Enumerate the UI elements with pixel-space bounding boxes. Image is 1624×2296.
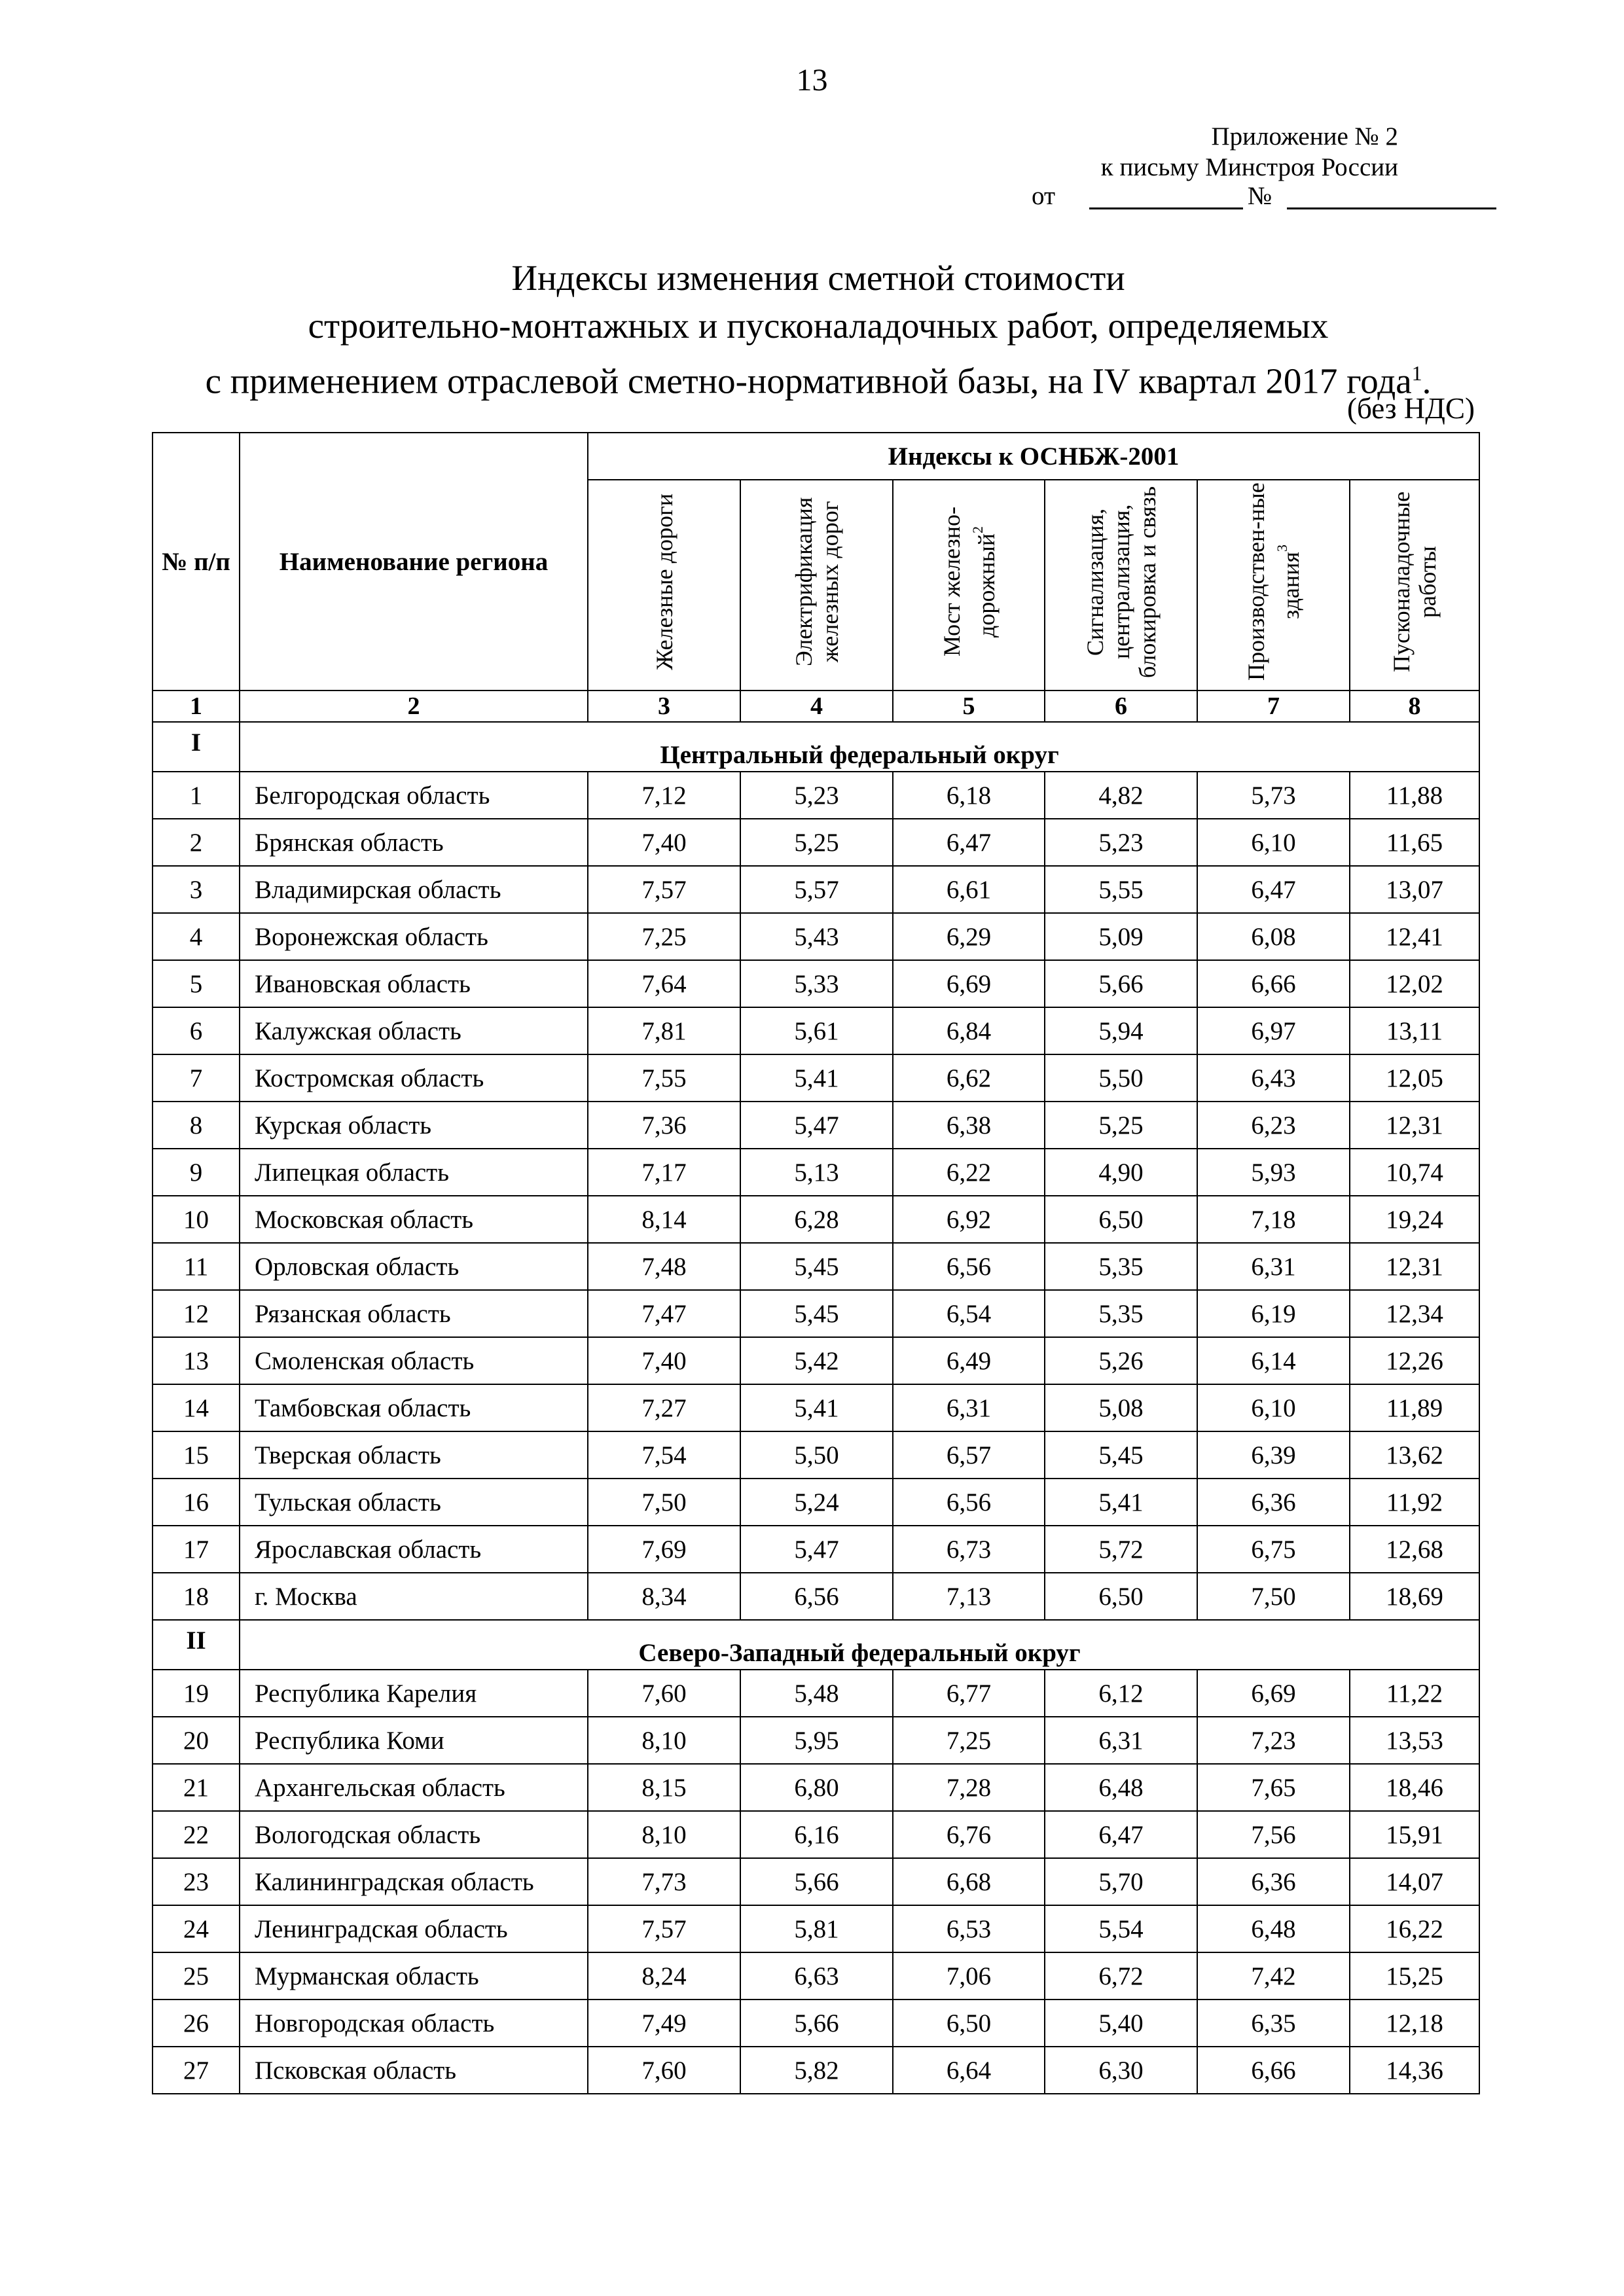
index-value-col-6: 5,08 (1045, 1384, 1197, 1431)
index-value-col-5: 6,56 (893, 1479, 1045, 1526)
table-row (153, 1905, 1479, 1952)
row-number: 15 (153, 1431, 240, 1479)
index-value-col-7: 6,10 (1197, 1384, 1350, 1431)
index-value-col-4: 5,33 (740, 960, 893, 1007)
index-value-col-7: 6,47 (1197, 866, 1350, 913)
title-line-3-text: с применением отраслевой сметно-нормативной базы, на IV квартал 2017 года (205, 361, 1412, 401)
region-name: Тамбовская область (240, 1384, 588, 1431)
row-number: 8 (153, 1102, 240, 1149)
region-name: г. Москва (240, 1573, 588, 1620)
index-value-col-8: 19,24 (1350, 1196, 1479, 1243)
index-value-col-3: 7,12 (588, 772, 740, 819)
index-value-col-5: 6,92 (893, 1196, 1045, 1243)
header-col-label (791, 480, 843, 683)
appendix-note (940, 121, 1398, 183)
region-name: Калининградская область (240, 1858, 588, 1905)
district-number: I (153, 722, 240, 772)
index-value-col-3: 7,27 (588, 1384, 740, 1431)
table-row (153, 1764, 1479, 1811)
footnote-mark: 1 (1411, 361, 1422, 385)
index-value-col-5: 6,57 (893, 1431, 1045, 1479)
index-value-col-8: 16,22 (1350, 1905, 1479, 1952)
index-value-col-3: 7,57 (588, 866, 740, 913)
index-value-col-3: 8,24 (588, 1952, 740, 2000)
index-value-col-3: 7,48 (588, 1243, 740, 1290)
index-value-col-7: 6,35 (1197, 2000, 1350, 2047)
index-value-col-6: 5,94 (1045, 1007, 1197, 1054)
index-value-col-8: 18,46 (1350, 1764, 1479, 1811)
header-col-text: Сигнализация, централизация, блокировка и связь (1081, 486, 1161, 678)
index-value-col-3: 7,55 (588, 1054, 740, 1102)
index-value-col-6: 5,41 (1045, 1479, 1197, 1526)
index-value-col-5: 6,31 (893, 1384, 1045, 1431)
region-name: Липецкая область (240, 1149, 588, 1196)
header-col-3 (588, 480, 740, 691)
index-value-col-6: 6,31 (1045, 1717, 1197, 1764)
index-value-col-6: 5,54 (1045, 1905, 1197, 1952)
region-name: Новгородская область (240, 2000, 588, 2047)
row-number: 14 (153, 1384, 240, 1431)
table-row (153, 866, 1479, 913)
index-value-col-8: 13,53 (1350, 1717, 1479, 1764)
region-name: Архангельская область (240, 1764, 588, 1811)
index-value-col-8: 10,74 (1350, 1149, 1479, 1196)
appendix-letter-ref: к письму Минстроя России (1100, 153, 1398, 181)
header-col-7 (1197, 480, 1350, 691)
table-row (153, 819, 1479, 866)
column-number: 1 (153, 691, 240, 722)
index-value-col-7: 6,48 (1197, 1905, 1350, 1952)
index-value-col-7: 6,66 (1197, 960, 1350, 1007)
index-value-col-6: 5,50 (1045, 1054, 1197, 1102)
header-col-text: Производствен-ные здания (1243, 482, 1304, 681)
index-value-col-4: 5,24 (740, 1479, 893, 1526)
index-value-col-5: 6,22 (893, 1149, 1045, 1196)
index-value-col-5: 6,62 (893, 1054, 1045, 1102)
row-number: 7 (153, 1054, 240, 1102)
district-number: II (153, 1620, 240, 1670)
table-row (153, 1573, 1479, 1620)
index-value-col-4: 5,41 (740, 1054, 893, 1102)
index-value-col-4: 6,56 (740, 1573, 893, 1620)
index-value-col-4: 5,45 (740, 1243, 893, 1290)
district-name: Центральный федеральный округ (240, 722, 1479, 772)
region-name: Смоленская область (240, 1337, 588, 1384)
index-value-col-4: 5,81 (740, 1905, 893, 1952)
index-value-col-5: 6,54 (893, 1290, 1045, 1337)
index-value-col-4: 5,43 (740, 913, 893, 960)
appendix-number-label: № (1248, 182, 1272, 210)
index-value-col-7: 7,50 (1197, 1573, 1350, 1620)
index-value-col-5: 6,56 (893, 1243, 1045, 1290)
index-value-col-8: 14,07 (1350, 1858, 1479, 1905)
index-value-col-7: 7,65 (1197, 1764, 1350, 1811)
index-value-col-6: 5,66 (1045, 960, 1197, 1007)
index-value-col-8: 12,34 (1350, 1290, 1479, 1337)
index-value-col-5: 6,50 (893, 2000, 1045, 2047)
table-row (153, 1243, 1479, 1290)
region-name: Московская область (240, 1196, 588, 1243)
row-number: 18 (153, 1573, 240, 1620)
index-value-col-6: 5,70 (1045, 1858, 1197, 1905)
header-col-label (1243, 480, 1304, 683)
index-value-col-4: 5,48 (740, 1670, 893, 1717)
index-value-col-3: 7,69 (588, 1526, 740, 1573)
index-value-col-7: 6,43 (1197, 1054, 1350, 1102)
index-value-col-8: 11,89 (1350, 1384, 1479, 1431)
row-number: 25 (153, 1952, 240, 2000)
index-value-col-6: 6,48 (1045, 1764, 1197, 1811)
column-number: 3 (588, 691, 740, 722)
index-value-col-6: 4,82 (1045, 772, 1197, 819)
number-blank (1287, 207, 1496, 209)
table-row (153, 1858, 1479, 1905)
header-col-label (939, 480, 1000, 683)
header-col-8 (1350, 480, 1479, 691)
index-value-col-3: 7,25 (588, 913, 740, 960)
header-col-label (1388, 480, 1441, 683)
index-value-col-3: 7,81 (588, 1007, 740, 1054)
index-value-col-8: 12,41 (1350, 913, 1479, 960)
index-value-col-8: 14,36 (1350, 2047, 1479, 2094)
index-value-col-4: 5,25 (740, 819, 893, 866)
table-row (153, 1717, 1479, 1764)
index-value-col-8: 12,02 (1350, 960, 1479, 1007)
index-value-col-5: 6,38 (893, 1102, 1045, 1149)
date-blank (1089, 207, 1243, 209)
index-value-col-8: 11,22 (1350, 1670, 1479, 1717)
index-value-col-3: 7,40 (588, 819, 740, 866)
district-row (153, 722, 1479, 772)
header-col-text: Электрификация железных дорог (790, 497, 843, 667)
row-number: 23 (153, 1858, 240, 1905)
table-row (153, 1054, 1479, 1102)
row-number: 9 (153, 1149, 240, 1196)
appendix-title: Приложение № 2 (1211, 122, 1398, 151)
index-value-col-3: 7,60 (588, 1670, 740, 1717)
table-row (153, 960, 1479, 1007)
index-value-col-4: 5,50 (740, 1431, 893, 1479)
index-value-col-6: 6,12 (1045, 1670, 1197, 1717)
index-value-col-6: 5,23 (1045, 819, 1197, 866)
index-value-col-3: 8,10 (588, 1717, 740, 1764)
row-number: 21 (153, 1764, 240, 1811)
index-value-col-4: 5,95 (740, 1717, 893, 1764)
table-row (153, 772, 1479, 819)
district-row (153, 1620, 1479, 1670)
column-numbers-row (153, 691, 1479, 722)
index-value-col-3: 7,47 (588, 1290, 740, 1337)
footnote-mark: 3 (1274, 545, 1290, 552)
header-region: Наименование региона (240, 433, 588, 691)
index-value-col-5: 6,64 (893, 2047, 1045, 2094)
row-number: 10 (153, 1196, 240, 1243)
index-value-col-5: 6,68 (893, 1858, 1045, 1905)
table-row (153, 1811, 1479, 1858)
index-value-col-6: 5,55 (1045, 866, 1197, 913)
index-value-col-7: 7,18 (1197, 1196, 1350, 1243)
index-value-col-3: 7,60 (588, 2047, 740, 2094)
table-row (153, 1007, 1479, 1054)
row-number: 4 (153, 913, 240, 960)
index-value-col-7: 6,69 (1197, 1670, 1350, 1717)
index-table (152, 432, 1480, 2094)
index-value-col-8: 12,26 (1350, 1337, 1479, 1384)
region-name: Брянская область (240, 819, 588, 866)
index-value-col-5: 6,69 (893, 960, 1045, 1007)
region-name: Республика Карелия (240, 1670, 588, 1717)
index-value-col-6: 6,47 (1045, 1811, 1197, 1858)
index-value-col-8: 11,65 (1350, 819, 1479, 866)
index-value-col-5: 7,13 (893, 1573, 1045, 1620)
header-col-text: Пусконаладочные работы (1388, 491, 1441, 673)
footnote-mark: 2 (969, 526, 986, 533)
index-value-col-4: 6,63 (740, 1952, 893, 2000)
index-value-col-6: 6,72 (1045, 1952, 1197, 2000)
column-number: 7 (1197, 691, 1350, 722)
table-row (153, 1149, 1479, 1196)
title-line-1: Индексы изменения сметной стоимости (511, 258, 1125, 298)
index-value-col-4: 6,80 (740, 1764, 893, 1811)
index-value-col-3: 7,64 (588, 960, 740, 1007)
index-value-col-8: 12,68 (1350, 1526, 1479, 1573)
table-row (153, 1384, 1479, 1431)
index-value-col-5: 6,18 (893, 772, 1045, 819)
index-value-col-6: 6,50 (1045, 1196, 1197, 1243)
index-value-col-7: 6,23 (1197, 1102, 1350, 1149)
region-name: Ярославская область (240, 1526, 588, 1573)
index-value-col-8: 11,88 (1350, 772, 1479, 819)
index-value-col-4: 5,47 (740, 1102, 893, 1149)
row-number: 22 (153, 1811, 240, 1858)
region-name: Костромская область (240, 1054, 588, 1102)
index-value-col-4: 5,13 (740, 1149, 893, 1196)
index-value-col-6: 5,40 (1045, 2000, 1197, 2047)
region-name: Ивановская область (240, 960, 588, 1007)
index-value-col-7: 6,36 (1197, 1479, 1350, 1526)
index-value-col-6: 5,35 (1045, 1290, 1197, 1337)
index-value-col-7: 6,75 (1197, 1526, 1350, 1573)
index-value-col-8: 13,62 (1350, 1431, 1479, 1479)
index-value-col-3: 8,14 (588, 1196, 740, 1243)
region-name: Республика Коми (240, 1717, 588, 1764)
table-row (153, 2000, 1479, 2047)
index-value-col-4: 5,61 (740, 1007, 893, 1054)
index-value-col-6: 5,72 (1045, 1526, 1197, 1573)
index-value-col-5: 6,29 (893, 913, 1045, 960)
index-value-col-3: 7,17 (588, 1149, 740, 1196)
index-value-col-6: 5,09 (1045, 913, 1197, 960)
index-value-col-5: 6,76 (893, 1811, 1045, 1858)
index-value-col-7: 7,42 (1197, 1952, 1350, 2000)
index-value-col-4: 6,28 (740, 1196, 893, 1243)
table-row (153, 1526, 1479, 1573)
index-value-col-5: 6,73 (893, 1526, 1045, 1573)
index-value-col-7: 6,66 (1197, 2047, 1350, 2094)
index-value-col-5: 6,77 (893, 1670, 1045, 1717)
index-value-col-5: 7,25 (893, 1717, 1045, 1764)
region-name: Курская область (240, 1102, 588, 1149)
index-value-col-3: 8,10 (588, 1811, 740, 1858)
row-number: 1 (153, 772, 240, 819)
title-line-2: строительно-монтажных и пусконаладочных работ, определяемых (308, 306, 1329, 346)
column-number: 6 (1045, 691, 1197, 722)
index-value-col-6: 4,90 (1045, 1149, 1197, 1196)
document-title (131, 254, 1506, 404)
index-value-col-3: 7,36 (588, 1102, 740, 1149)
table-row (153, 1431, 1479, 1479)
index-value-col-5: 6,49 (893, 1337, 1045, 1384)
header-col-4 (740, 480, 893, 691)
row-number: 2 (153, 819, 240, 866)
index-value-col-8: 12,18 (1350, 2000, 1479, 2047)
index-value-col-8: 12,31 (1350, 1102, 1479, 1149)
index-value-col-4: 5,82 (740, 2047, 893, 2094)
column-number: 4 (740, 691, 893, 722)
index-value-col-5: 6,53 (893, 1905, 1045, 1952)
region-name: Воронежская область (240, 913, 588, 960)
region-name: Калужская область (240, 1007, 588, 1054)
column-number: 5 (893, 691, 1045, 722)
index-value-col-6: 5,45 (1045, 1431, 1197, 1479)
vat-note: (без НДС) (1346, 392, 1475, 425)
title-line-3 (131, 350, 1506, 404)
index-value-col-8: 12,31 (1350, 1243, 1479, 1290)
index-value-col-4: 5,47 (740, 1526, 893, 1573)
index-value-col-5: 7,28 (893, 1764, 1045, 1811)
table-row (153, 1952, 1479, 2000)
column-number: 8 (1350, 691, 1479, 722)
appendix-from-label: от (1032, 182, 1056, 210)
index-value-col-3: 7,40 (588, 1337, 740, 1384)
region-name: Мурманская область (240, 1952, 588, 2000)
index-value-col-5: 7,06 (893, 1952, 1045, 2000)
row-number: 3 (153, 866, 240, 913)
index-value-col-3: 8,34 (588, 1573, 740, 1620)
row-number: 26 (153, 2000, 240, 2047)
index-value-col-6: 6,50 (1045, 1573, 1197, 1620)
region-name: Псковская область (240, 2047, 588, 2094)
index-value-col-3: 7,73 (588, 1858, 740, 1905)
index-value-col-8: 13,11 (1350, 1007, 1479, 1054)
region-name: Владимирская область (240, 866, 588, 913)
region-name: Ленинградская область (240, 1905, 588, 1952)
index-value-col-6: 5,25 (1045, 1102, 1197, 1149)
index-value-col-7: 6,97 (1197, 1007, 1350, 1054)
table-row (153, 1290, 1479, 1337)
header-col-5 (893, 480, 1045, 691)
row-number: 5 (153, 960, 240, 1007)
table-body (153, 691, 1479, 2094)
index-value-col-3: 7,49 (588, 2000, 740, 2047)
header-col-label (651, 493, 677, 670)
row-number: 11 (153, 1243, 240, 1290)
index-value-col-7: 6,19 (1197, 1290, 1350, 1337)
index-value-col-5: 6,47 (893, 819, 1045, 866)
index-value-col-3: 7,50 (588, 1479, 740, 1526)
row-number: 17 (153, 1526, 240, 1573)
index-value-col-5: 6,61 (893, 866, 1045, 913)
index-value-col-7: 5,93 (1197, 1149, 1350, 1196)
index-value-col-6: 5,35 (1045, 1243, 1197, 1290)
index-value-col-7: 7,23 (1197, 1717, 1350, 1764)
table-row (153, 1337, 1479, 1384)
region-name: Тульская область (240, 1479, 588, 1526)
index-value-col-7: 6,14 (1197, 1337, 1350, 1384)
table-row (153, 1670, 1479, 1717)
row-number: 24 (153, 1905, 240, 1952)
header-col-label (1082, 480, 1161, 683)
region-name: Рязанская область (240, 1290, 588, 1337)
region-name: Белгородская область (240, 772, 588, 819)
index-value-col-6: 5,26 (1045, 1337, 1197, 1384)
index-value-col-8: 13,07 (1350, 866, 1479, 913)
title-line-3-end: . (1422, 361, 1432, 401)
index-value-col-7: 6,39 (1197, 1431, 1350, 1479)
index-value-col-7: 5,73 (1197, 772, 1350, 819)
index-value-col-5: 6,84 (893, 1007, 1045, 1054)
index-value-col-3: 7,54 (588, 1431, 740, 1479)
index-value-col-4: 5,66 (740, 1858, 893, 1905)
index-value-col-8: 15,25 (1350, 1952, 1479, 2000)
row-number: 19 (153, 1670, 240, 1717)
header-col-text: Мост железно-дорожный (938, 507, 1000, 657)
row-number: 13 (153, 1337, 240, 1384)
table-row (153, 2047, 1479, 2094)
table-row (153, 913, 1479, 960)
header-index-group: Индексы к ОСНБЖ-2001 (588, 433, 1479, 480)
district-name: Северо-Западный федеральный округ (240, 1620, 1479, 1670)
row-number: 12 (153, 1290, 240, 1337)
index-value-col-3: 8,15 (588, 1764, 740, 1811)
header-num: № п/п (153, 433, 240, 691)
index-value-col-6: 6,30 (1045, 2047, 1197, 2094)
index-value-col-4: 5,45 (740, 1290, 893, 1337)
row-number: 16 (153, 1479, 240, 1526)
row-number: 27 (153, 2047, 240, 2094)
index-value-col-4: 5,41 (740, 1384, 893, 1431)
header-col-text: Железные дороги (651, 493, 677, 670)
row-number: 20 (153, 1717, 240, 1764)
region-name: Вологодская область (240, 1811, 588, 1858)
index-value-col-7: 6,08 (1197, 913, 1350, 960)
table-row (153, 1196, 1479, 1243)
table-row (153, 1102, 1479, 1149)
index-value-col-7: 6,36 (1197, 1858, 1350, 1905)
index-value-col-8: 15,91 (1350, 1811, 1479, 1858)
index-value-col-8: 12,05 (1350, 1054, 1479, 1102)
row-number: 6 (153, 1007, 240, 1054)
index-value-col-4: 5,23 (740, 772, 893, 819)
page-number: 13 (796, 63, 828, 98)
column-number: 2 (240, 691, 588, 722)
region-name: Тверская область (240, 1431, 588, 1479)
header-col-6 (1045, 480, 1197, 691)
index-value-col-8: 18,69 (1350, 1573, 1479, 1620)
index-value-col-8: 11,92 (1350, 1479, 1479, 1526)
index-value-col-7: 6,10 (1197, 819, 1350, 866)
index-value-col-3: 7,57 (588, 1905, 740, 1952)
table-row (153, 1479, 1479, 1526)
index-value-col-4: 5,66 (740, 2000, 893, 2047)
index-value-col-7: 6,31 (1197, 1243, 1350, 1290)
region-name: Орловская область (240, 1243, 588, 1290)
index-value-col-7: 7,56 (1197, 1811, 1350, 1858)
index-value-col-4: 5,42 (740, 1337, 893, 1384)
index-value-col-4: 6,16 (740, 1811, 893, 1858)
index-value-col-4: 5,57 (740, 866, 893, 913)
